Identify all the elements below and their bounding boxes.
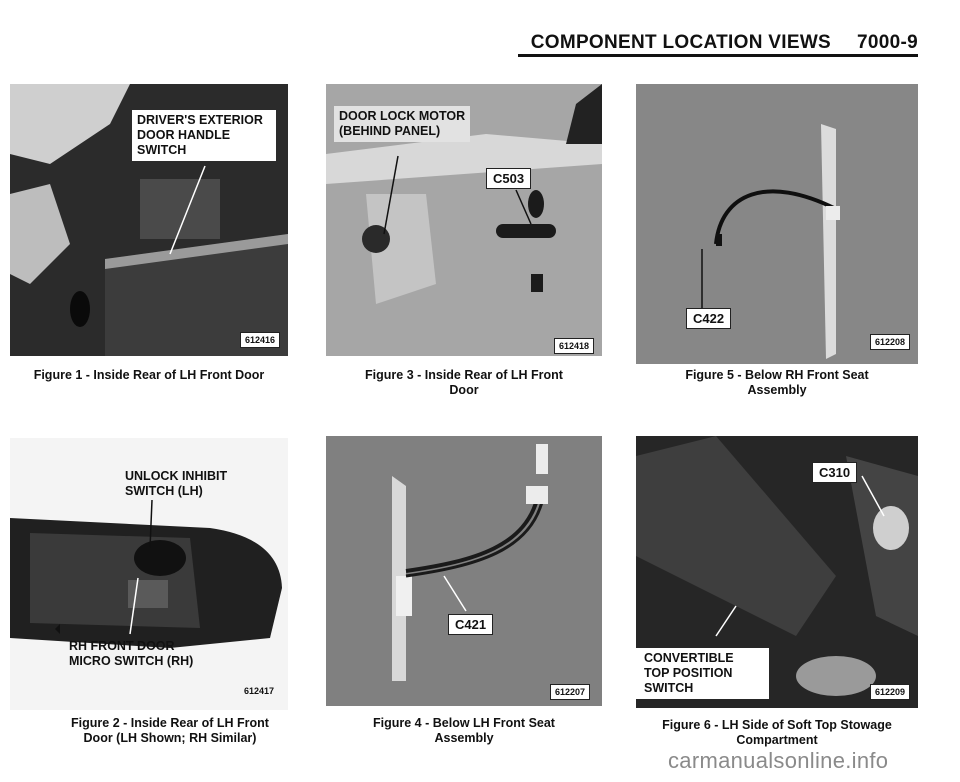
figure-3-connector-label: C503	[486, 168, 531, 189]
figure-3-photo	[326, 84, 602, 356]
figure-4-photo	[326, 436, 602, 706]
figure-3-ref-number: 612418	[554, 338, 594, 354]
figure-6-caption: Figure 6 - LH Side of Soft Top Stowage Compartment	[662, 718, 892, 747]
figure-2-photo	[10, 438, 288, 710]
figure-6-connector-label: C310	[812, 462, 857, 483]
figure-5-connector-label: C422	[686, 308, 731, 329]
figure-5-illustration	[636, 84, 918, 364]
figure-5-ref-number: 612208	[870, 334, 910, 350]
figure-5-caption: Figure 5 - Below RH Front Seat Assembly	[685, 368, 869, 397]
figure-1-ref-number: 612416	[240, 332, 280, 348]
figure-4-caption: Figure 4 - Below LH Front Seat Assembly	[373, 716, 555, 745]
figure-5-photo	[636, 84, 918, 364]
figure-3-caption: Figure 3 - Inside Rear of LH Front Door	[365, 368, 563, 397]
figure-2-ref-number: 612417	[243, 686, 274, 696]
figure-6-ref-number: 612209	[870, 684, 910, 700]
figure-2-callout-top: UNLOCK INHIBIT SWITCH (LH)	[125, 469, 228, 498]
figure-6-callout: CONVERTIBLE TOP POSITION SWITCH	[636, 648, 769, 699]
header-rule	[518, 54, 918, 57]
page-header	[518, 26, 918, 54]
figure-1-caption: Figure 1 - Inside Rear of LH Front Door	[33, 368, 265, 382]
watermark-text: carmanualsonline.info	[668, 748, 889, 773]
page-number: 7000-9	[857, 32, 918, 53]
figure-1-photo	[10, 84, 288, 356]
figure-1-callout: DRIVER'S EXTERIOR DOOR HANDLE SWITCH	[132, 110, 276, 161]
figure-6-photo	[636, 436, 918, 708]
figure-2-callout-bottom: RH FRONT DOOR MICRO SWITCH (RH)	[69, 639, 194, 668]
figure-4-illustration	[326, 436, 602, 706]
figure-3-callout: DOOR LOCK MOTOR (BEHIND PANEL)	[334, 106, 470, 142]
figure-2-caption: Figure 2 - Inside Rear of LH Front Door (LH Shown; RH Similar)	[71, 716, 269, 745]
figure-4-ref-number: 612207	[550, 684, 590, 700]
page-title: COMPONENT LOCATION VIEWS	[530, 32, 832, 53]
figure-4-connector-label: C421	[448, 614, 493, 635]
